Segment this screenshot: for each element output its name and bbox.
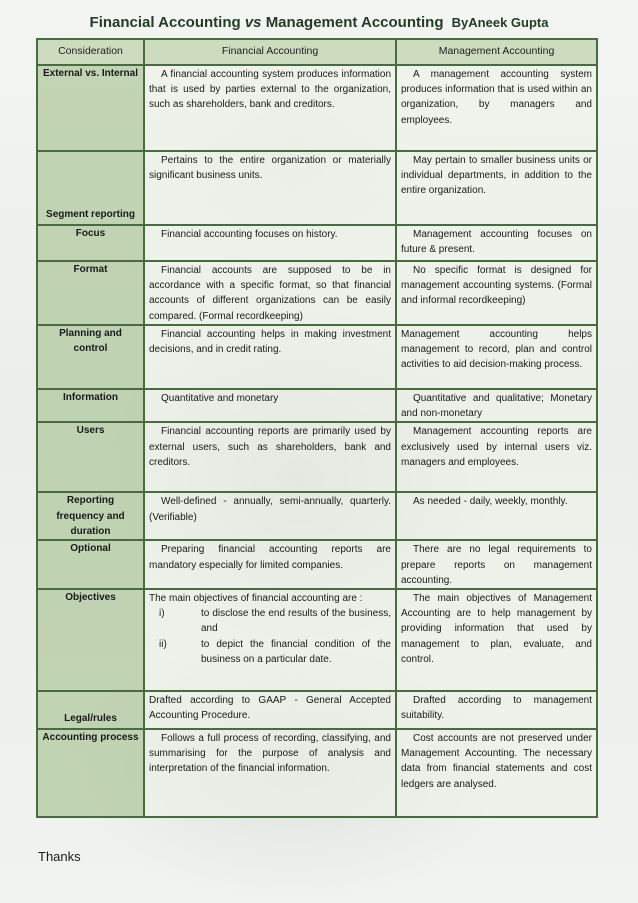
cell-text: Management accounting reports are exclusively used by internal users viz. managers and employees.: [401, 426, 592, 468]
row-management: [396, 65, 597, 151]
cell-text: The main objectives of Management Accounting are to help management by providing information that used by management to plan, evaluate, and control.: [401, 593, 592, 665]
row-management: [396, 225, 597, 261]
cell-text: Management accounting helps management to record, plan and control activities to aid decision-making process.: [401, 329, 592, 371]
document-title: [0, 14, 638, 31]
row-management: [396, 492, 597, 540]
table-row: [37, 261, 597, 325]
row-consideration: Reporting frequency and duration: [37, 492, 144, 540]
row-consideration: Objectives: [37, 589, 144, 691]
row-financial: [144, 540, 396, 589]
cell-text: Financial accounting focuses on history.: [161, 229, 338, 240]
cell-text: Cost accounts are not preserved under Management Accounting. The necessary data from financial statements and cost ledgers are analysed.: [401, 733, 592, 790]
row-financial: [144, 225, 396, 261]
row-consideration: Information: [37, 389, 144, 422]
row-management: [396, 389, 597, 422]
objectives-intro: The main objectives of financial accounting are :: [149, 593, 363, 605]
row-financial: [144, 65, 396, 151]
cell-text: As needed - daily, weekly, monthly.: [413, 496, 568, 508]
row-financial: [144, 492, 396, 540]
row-consideration: Segment reporting: [37, 151, 144, 225]
cell-text: Quantitative and qualitative; Monetary and non-monetary: [401, 393, 592, 420]
cell-text: Drafted according to management suitability.: [401, 695, 592, 722]
footer-thanks: Thanks: [38, 849, 81, 864]
row-consideration: Focus: [37, 225, 144, 261]
objectives-list: [149, 606, 391, 667]
table-row: [37, 422, 597, 492]
table-row: [37, 151, 597, 225]
list-item-text: to disclose the end results of the business, and: [201, 608, 391, 635]
row-management: [396, 151, 597, 225]
cell-text: Preparing financial accounting reports are mandatory especially for limited companies.: [149, 544, 391, 571]
row-financial: [144, 422, 396, 492]
row-financial: [144, 589, 396, 691]
cell-text: A management accounting system produces information that is used within an organization, by managers and employees.: [401, 69, 592, 126]
row-consideration: Optional: [37, 540, 144, 589]
comparison-table: [36, 38, 598, 818]
table-row: [37, 325, 597, 389]
row-management: [396, 422, 597, 492]
list-item: [149, 637, 391, 667]
title-author: ByAneek Gupta: [451, 15, 549, 30]
row-financial: [144, 389, 396, 422]
cell-text: Financial accounting helps in making investment decisions, and in credit rating.: [149, 329, 391, 356]
row-management: [396, 325, 597, 389]
row-consideration: Planning and control: [37, 325, 144, 389]
table-row: [37, 225, 597, 261]
table-row: [37, 691, 597, 729]
cell-text: Drafted according to GAAP - General Accepted Accounting Procedure.: [149, 695, 391, 722]
cell-text: A financial accounting system produces information that is used by parties external to the organization, such as shareholders, bank and creditors.: [149, 69, 391, 111]
row-management: [396, 691, 597, 729]
title-vs: vs: [244, 14, 262, 31]
table-row: [37, 65, 597, 151]
row-consideration: External vs. Internal: [37, 65, 144, 151]
title-financial: Financial Accounting: [89, 14, 241, 31]
table-row: [37, 589, 597, 691]
row-management: [396, 540, 597, 589]
title-management: Management Accounting: [265, 14, 444, 31]
header-financial: Financial Accounting: [144, 39, 396, 65]
cell-text: Financial accounts are supposed to be in accordance with a specific format, so that financial accounts of different organizations can be easily compared. (Formal recordkeeping): [149, 265, 391, 322]
cell-text: Well-defined - annually, semi-annually, quarterly. (Verifiable): [149, 496, 391, 523]
row-management: [396, 589, 597, 691]
row-management: [396, 261, 597, 325]
row-consideration: Users: [37, 422, 144, 492]
list-item: [149, 606, 391, 636]
table-row: [37, 389, 597, 422]
cell-text: Follows a full process of recording, classifying, and summarising for the purpose of analysis and interpretation of the financial information.: [149, 733, 391, 775]
row-financial: [144, 151, 396, 225]
row-financial: [144, 729, 396, 817]
list-item-number: i): [159, 608, 165, 620]
row-consideration: Legal/rules: [37, 691, 144, 729]
list-item-number: ii): [159, 638, 167, 650]
row-financial: [144, 261, 396, 325]
cell-text: There are no legal requirements to prepare reports on management accounting.: [401, 544, 592, 586]
cell-text: Financial accounting reports are primarily used by external users, such as shareholders, bank and creditors.: [149, 426, 391, 468]
cell-text: No specific format is designed for management accounting systems. (Formal and informal recordkeeping): [401, 265, 592, 307]
header-management: Management Accounting: [396, 39, 597, 65]
cell-text: Quantitative and monetary: [161, 393, 279, 404]
row-consideration: Format: [37, 261, 144, 325]
cell-text: Management accounting focuses on future & present.: [401, 229, 592, 256]
table-row: [37, 729, 597, 817]
list-item-text: to depict the financial condition of the business on a particular date.: [201, 638, 391, 665]
row-consideration: Accounting process: [37, 729, 144, 817]
cell-text: Pertains to the entire organization or materially significant business units.: [149, 155, 391, 182]
row-management: [396, 729, 597, 817]
table-row: [37, 540, 597, 589]
table-row: [37, 492, 597, 540]
row-financial: [144, 691, 396, 729]
row-financial: [144, 325, 396, 389]
table-header-row: [37, 39, 597, 65]
header-consideration: Consideration: [37, 39, 144, 65]
cell-text: May pertain to smaller business units or individual departments, in addition to the entire organization.: [401, 155, 592, 197]
